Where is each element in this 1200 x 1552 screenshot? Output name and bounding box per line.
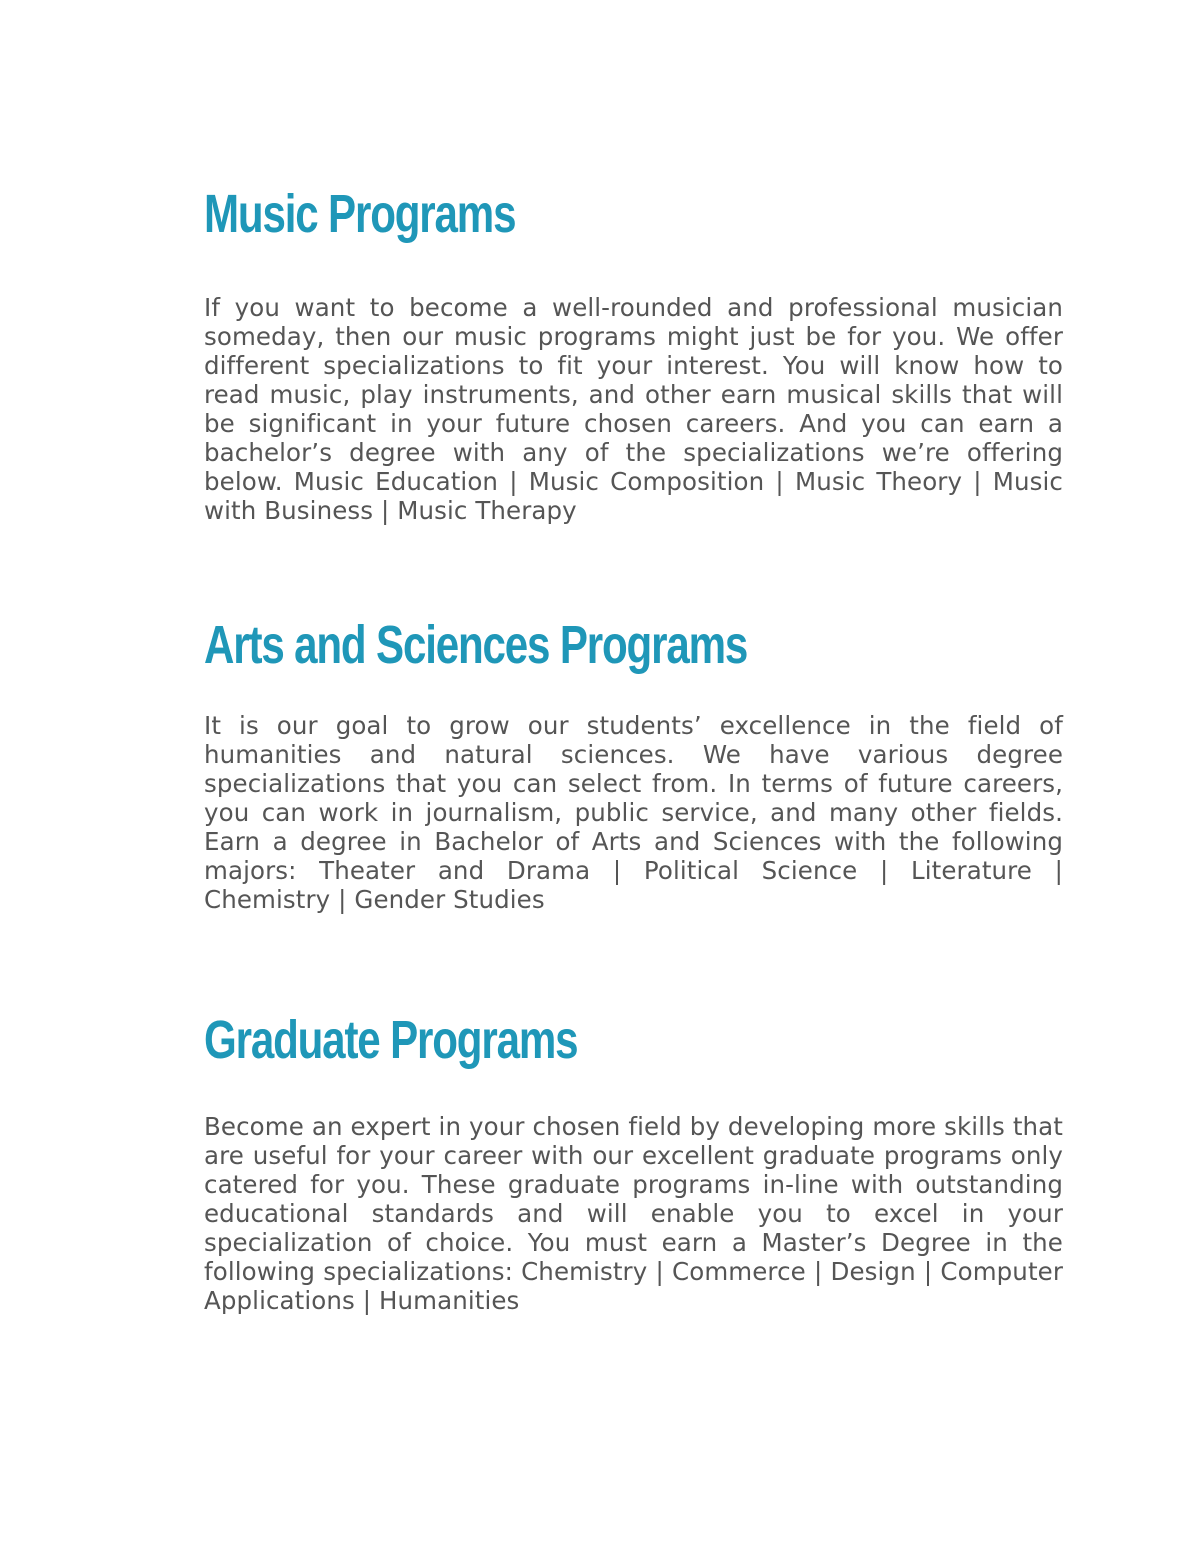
music-programs-section [204, 184, 1063, 525]
graduate-programs-section [204, 1010, 1063, 1315]
section-paragraph: Become an expert in your chosen field by developing more skills that are useful for your career with our excellent graduate programs only catered for you. These graduate programs in-line with outstanding educational standards and will enable you to excel in your specialization of choice. You must earn a Master’s Degree in the following specializations: Chemistry | Commerce | Design | Computer Applications | Humanities [204, 1112, 1063, 1315]
section-heading: Graduate Programs [204, 1010, 578, 1070]
arts-and-sciences-programs-section [204, 615, 1063, 914]
section-paragraph: It is our goal to grow our students’ excellence in the field of humanities and natural sciences. We have various degree specializations that you can select from. In terms of future careers, you can work in journalism, public service, and many other fields. Earn a degree in Bachelor of Arts and Sciences with the following majors: Theater and Drama | Political Science | Literature | Chemistry | Gender Studies [204, 711, 1063, 914]
section-paragraph: If you want to become a well-rounded and professional musician someday, then our music programs might just be for you. We offer different specializations to fit your interest. You will know how to read music, play instruments, and other earn musical skills that will be significant in your future chosen careers. And you can earn a bachelor’s degree with any of the specializations we’re offering below. Music Education | Music Composition | Music Theory | Music with Business | Music Therapy [204, 293, 1063, 525]
section-heading: Music Programs [204, 184, 516, 244]
section-heading: Arts and Sciences Programs [204, 615, 748, 675]
